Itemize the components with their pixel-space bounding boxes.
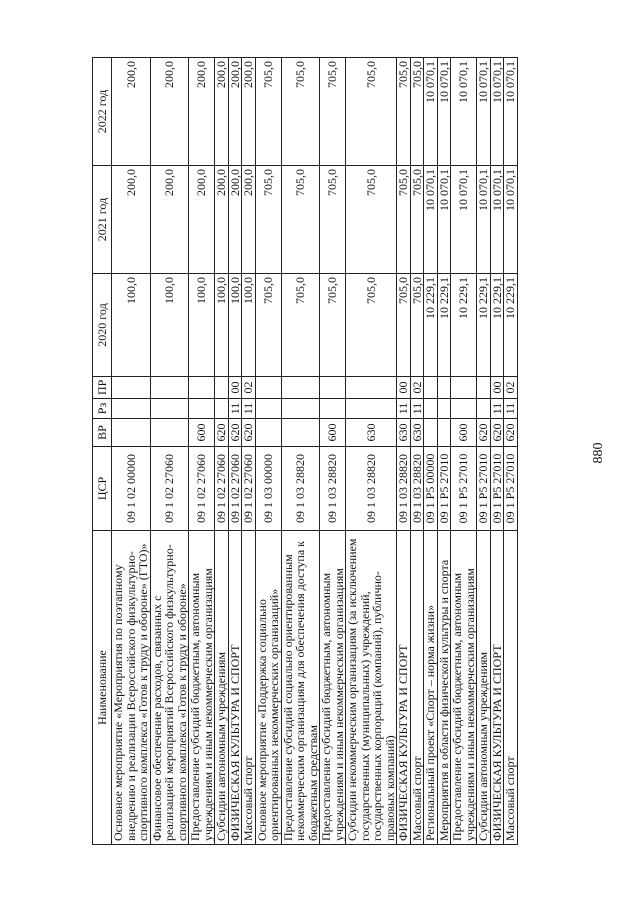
- cell-2022: 10 070,1: [477, 58, 491, 166]
- cell-rz: [150, 399, 189, 419]
- cell-csr: 09 1 03 00000: [255, 447, 281, 531]
- table-row: [477, 58, 491, 845]
- table-row: [228, 58, 242, 845]
- cell-csr: 09 1 P5 27010: [490, 447, 504, 531]
- cell-2020: 705,0: [255, 274, 281, 377]
- cell-pr: [189, 377, 215, 399]
- cell-2020: 10 229,1: [437, 274, 451, 377]
- cell-name: ФИЗИЧЕСКАЯ КУЛЬТУРА И СПОРТ: [228, 531, 242, 845]
- cell-2020: 705,0: [320, 274, 346, 377]
- cell-2022: 200,0: [189, 58, 215, 166]
- cell-rz: 11: [397, 399, 411, 419]
- cell-csr: 09 1 02 27060: [150, 447, 189, 531]
- header-rz: Рз: [93, 399, 112, 419]
- cell-2020: 100,0: [215, 274, 229, 377]
- cell-csr: 09 1 03 28820: [397, 447, 411, 531]
- cell-csr: 09 1 02 27060: [215, 447, 229, 531]
- cell-2021: 705,0: [320, 166, 346, 274]
- cell-2021: 705,0: [255, 166, 281, 274]
- table-row: [255, 58, 281, 845]
- cell-pr: [451, 377, 477, 399]
- cell-pr: [424, 377, 438, 399]
- cell-2022: 200,0: [242, 58, 256, 166]
- header-name: Наименование: [93, 531, 112, 845]
- cell-name: ФИЗИЧЕСКАЯ КУЛЬТУРА И СПОРТ: [490, 531, 504, 845]
- cell-name: Региональный проект «Спорт – норма жизни»: [424, 531, 438, 845]
- cell-vr: 600: [189, 419, 215, 447]
- cell-vr: 630: [346, 419, 397, 447]
- cell-vr: 600: [451, 419, 477, 447]
- cell-2022: 705,0: [281, 58, 320, 166]
- cell-vr: [112, 419, 151, 447]
- cell-vr: 620: [215, 419, 229, 447]
- cell-vr: 600: [320, 419, 346, 447]
- cell-rz: [255, 399, 281, 419]
- cell-2020: 100,0: [242, 274, 256, 377]
- cell-2021: 10 070,1: [504, 166, 518, 274]
- cell-rz: [320, 399, 346, 419]
- cell-pr: [477, 377, 491, 399]
- cell-2020: 100,0: [228, 274, 242, 377]
- header-csr: ЦСР: [93, 447, 112, 531]
- cell-2020: 705,0: [281, 274, 320, 377]
- cell-rz: [215, 399, 229, 419]
- cell-csr: 09 1 02 27060: [242, 447, 256, 531]
- cell-2020: 10 229,1: [477, 274, 491, 377]
- table-row: [346, 58, 397, 845]
- cell-2022: 705,0: [320, 58, 346, 166]
- cell-pr: 02: [242, 377, 256, 399]
- cell-rz: [346, 399, 397, 419]
- cell-vr: 620: [490, 419, 504, 447]
- cell-2022: 705,0: [410, 58, 424, 166]
- cell-rz: [437, 399, 451, 419]
- cell-2020: 705,0: [410, 274, 424, 377]
- cell-name: Массовый спорт: [410, 531, 424, 845]
- cell-pr: 00: [490, 377, 504, 399]
- cell-vr: [437, 419, 451, 447]
- cell-rz: [281, 399, 320, 419]
- cell-pr: [437, 377, 451, 399]
- table-row: [424, 58, 438, 845]
- cell-vr: 620: [228, 419, 242, 447]
- cell-2022: 10 070,1: [490, 58, 504, 166]
- cell-pr: [112, 377, 151, 399]
- cell-name: Предоставление субсидий бюджетным, автономным учреждениям и иным некоммерческим организациям: [189, 531, 215, 845]
- cell-rz: 11: [490, 399, 504, 419]
- cell-2021: 705,0: [281, 166, 320, 274]
- table-row: [112, 58, 151, 845]
- table-row: [504, 58, 518, 845]
- cell-2020: 705,0: [397, 274, 411, 377]
- cell-2021: 200,0: [228, 166, 242, 274]
- cell-vr: 620: [504, 419, 518, 447]
- cell-vr: [150, 419, 189, 447]
- cell-csr: 09 1 P5 27010: [451, 447, 477, 531]
- table-row: [320, 58, 346, 845]
- cell-rz: [424, 399, 438, 419]
- cell-2020: 10 229,1: [451, 274, 477, 377]
- cell-csr: 09 1 02 27060: [189, 447, 215, 531]
- cell-vr: [255, 419, 281, 447]
- cell-rz: [112, 399, 151, 419]
- cell-pr: 00: [397, 377, 411, 399]
- cell-2021: 10 070,1: [477, 166, 491, 274]
- cell-vr: 620: [477, 419, 491, 447]
- cell-rz: 11: [504, 399, 518, 419]
- cell-csr: 09 1 P5 00000: [424, 447, 438, 531]
- cell-2020: 10 229,1: [504, 274, 518, 377]
- cell-2021: 200,0: [215, 166, 229, 274]
- cell-2020: 705,0: [346, 274, 397, 377]
- cell-csr: 09 1 03 28820: [346, 447, 397, 531]
- cell-2020: 10 229,1: [490, 274, 504, 377]
- cell-pr: 00: [228, 377, 242, 399]
- cell-2022: 10 070,1: [424, 58, 438, 166]
- cell-rz: 11: [228, 399, 242, 419]
- table-row: [242, 58, 256, 845]
- cell-name: Субсидии автономным учреждениям: [477, 531, 491, 845]
- header-row: [93, 58, 112, 845]
- cell-2021: 200,0: [150, 166, 189, 274]
- cell-pr: 02: [504, 377, 518, 399]
- cell-2021: 10 070,1: [437, 166, 451, 274]
- header-2021: 2021 год: [93, 166, 112, 274]
- cell-csr: 09 1 03 28820: [281, 447, 320, 531]
- cell-2022: 200,0: [228, 58, 242, 166]
- cell-pr: [215, 377, 229, 399]
- cell-vr: 630: [410, 419, 424, 447]
- cell-2021: 10 070,1: [490, 166, 504, 274]
- header-2020: 2020 год: [93, 274, 112, 377]
- table-row: [437, 58, 451, 845]
- cell-name: Основное мероприятие «Мероприятия по поэтапному внедрению и реализации Всероссийского физкультурно-спортивного комплекса «Готов к труду и обороне» (ГТО)»: [112, 531, 151, 845]
- cell-rz: [451, 399, 477, 419]
- cell-2021: 10 070,1: [451, 166, 477, 274]
- cell-pr: [255, 377, 281, 399]
- cell-2021: 705,0: [346, 166, 397, 274]
- cell-2022: 10 070,1: [504, 58, 518, 166]
- cell-2020: 100,0: [150, 274, 189, 377]
- cell-name: Финансовое обеспечение расходов, связанных с реализацией мероприятий Всероссийского физкультурно-спортивного комплекса «Готов к труду и обороне»: [150, 531, 189, 845]
- cell-name: Массовый спорт: [504, 531, 518, 845]
- cell-name: ФИЗИЧЕСКАЯ КУЛЬТУРА И СПОРТ: [397, 531, 411, 845]
- cell-name: Субсидии автономным учреждениям: [215, 531, 229, 845]
- cell-vr: 630: [397, 419, 411, 447]
- cell-csr: 09 1 02 27060: [228, 447, 242, 531]
- cell-name: Мероприятия в области физической культуры и спорта: [437, 531, 451, 845]
- cell-pr: 02: [410, 377, 424, 399]
- cell-2022: 200,0: [150, 58, 189, 166]
- cell-rz: [477, 399, 491, 419]
- table-row: [215, 58, 229, 845]
- cell-2022: 200,0: [215, 58, 229, 166]
- cell-name: Предоставление субсидий социально ориентированным некоммерческим организациям для обеспечения доступа к бюджетным средствам: [281, 531, 320, 845]
- cell-vr: [424, 419, 438, 447]
- page-number: 880: [591, 442, 606, 464]
- cell-name: Массовый спорт: [242, 531, 256, 845]
- cell-2021: 10 070,1: [424, 166, 438, 274]
- cell-rz: [189, 399, 215, 419]
- cell-name: Предоставление субсидий бюджетным, автономным учреждениям и иным некоммерческим организациям: [451, 531, 477, 845]
- rotated-table-container: [92, 58, 536, 845]
- table-row: [281, 58, 320, 845]
- table-row: [490, 58, 504, 845]
- cell-2020: 100,0: [189, 274, 215, 377]
- cell-2021: 200,0: [242, 166, 256, 274]
- header-vr: ВР: [93, 419, 112, 447]
- cell-csr: 09 1 02 00000: [112, 447, 151, 531]
- cell-2022: 705,0: [255, 58, 281, 166]
- cell-2020: 10 229,1: [424, 274, 438, 377]
- cell-2021: 200,0: [112, 166, 151, 274]
- cell-vr: [281, 419, 320, 447]
- cell-csr: 09 1 P5 27010: [437, 447, 451, 531]
- cell-rz: 11: [410, 399, 424, 419]
- header-pr: ПР: [93, 377, 112, 399]
- table-row: [150, 58, 189, 845]
- cell-name: Предоставление субсидий бюджетным, автономным учреждениям и иным некоммерческим организациям: [320, 531, 346, 845]
- cell-2021: 705,0: [397, 166, 411, 274]
- table-row: [189, 58, 215, 845]
- cell-pr: [281, 377, 320, 399]
- cell-pr: [320, 377, 346, 399]
- cell-name: Основное мероприятие «Поддержка социально ориентированных некоммерческих организаций»: [255, 531, 281, 845]
- table-row: [397, 58, 411, 845]
- cell-pr: [346, 377, 397, 399]
- cell-2021: 705,0: [410, 166, 424, 274]
- cell-2022: 10 070,1: [437, 58, 451, 166]
- cell-2020: 100,0: [112, 274, 151, 377]
- table-body: [112, 58, 518, 845]
- cell-2021: 200,0: [189, 166, 215, 274]
- cell-vr: 620: [242, 419, 256, 447]
- table-header: [93, 58, 112, 845]
- header-2022: 2022 год: [93, 58, 112, 166]
- cell-csr: 09 1 P5 27010: [504, 447, 518, 531]
- cell-2022: 705,0: [397, 58, 411, 166]
- table-row: [451, 58, 477, 845]
- cell-2022: 200,0: [112, 58, 151, 166]
- cell-csr: 09 1 03 28820: [320, 447, 346, 531]
- cell-rz: 11: [242, 399, 256, 419]
- cell-csr: 09 1 P5 27010: [477, 447, 491, 531]
- cell-2022: 705,0: [346, 58, 397, 166]
- cell-pr: [150, 377, 189, 399]
- cell-2022: 10 070,1: [451, 58, 477, 166]
- table-row: [410, 58, 424, 845]
- budget-table: [92, 57, 518, 845]
- cell-name: Субсидии некоммерческим организациям (за исключением государственных (муниципальных) учреждений, государственных корпораций (компаний), публично-правовых компаний): [346, 531, 397, 845]
- cell-csr: 09 1 03 28820: [410, 447, 424, 531]
